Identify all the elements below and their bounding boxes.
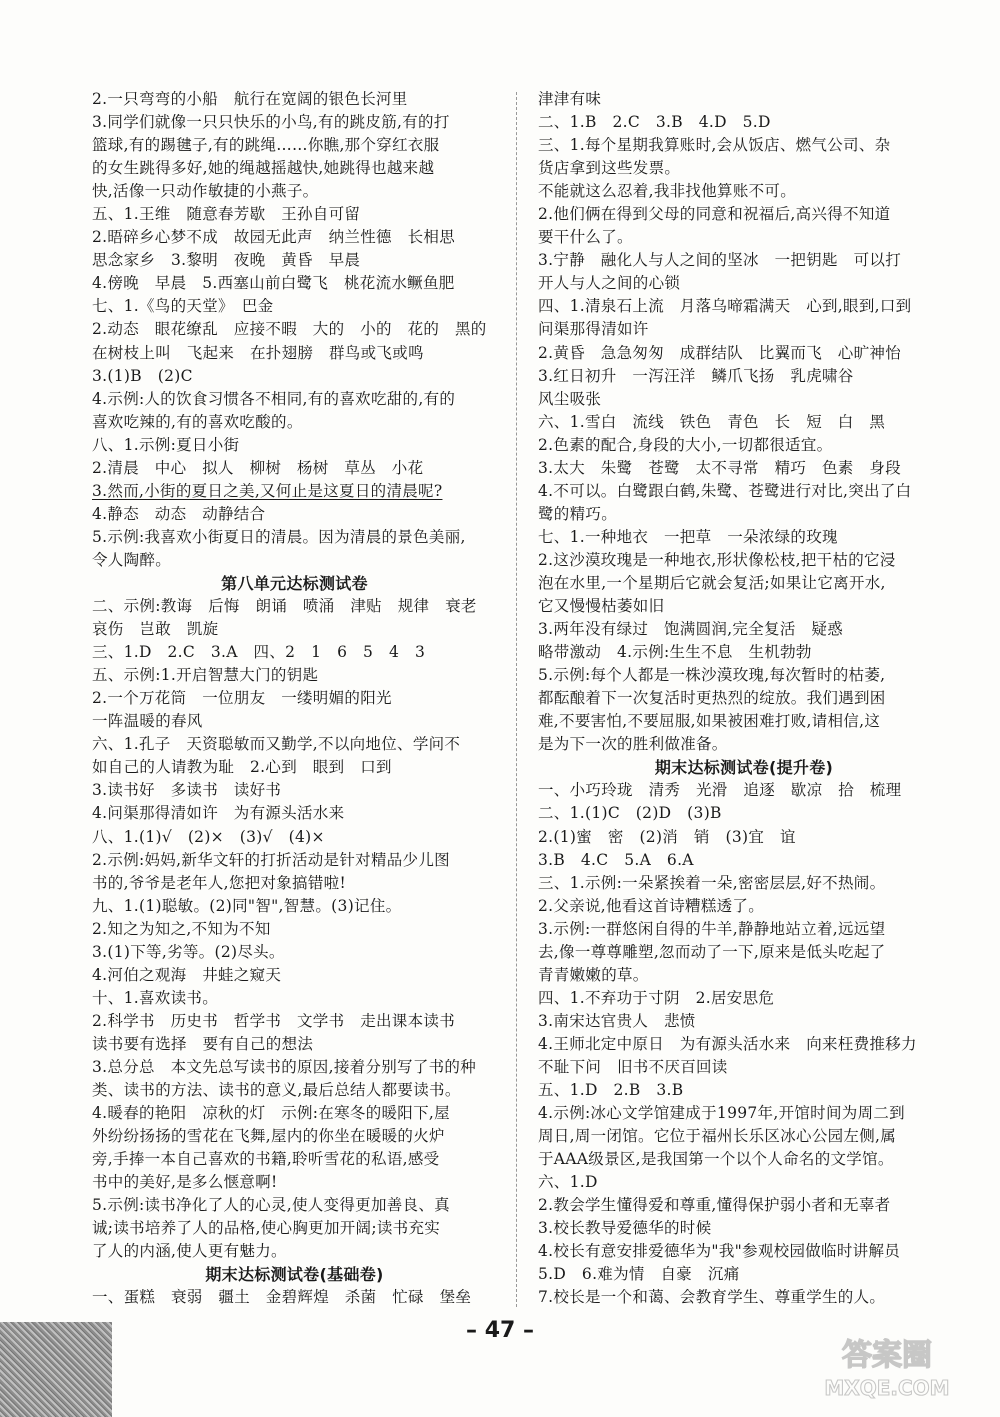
answer-line: 3.红日初升 一泻汪洋 鳞爪飞扬 乳虎啸谷: [538, 366, 854, 385]
answer-line: 它又慢慢枯萎如旧: [538, 597, 665, 616]
answer-line: 如自己的人请教为耻 2.心到 眼到 口到: [92, 758, 392, 777]
answer-line: 去,像一尊尊雕塑,忽而动了一下,原来是低头吃起了: [538, 942, 886, 961]
answer-line: 2.一个万花筒 一位朋友 一缕明媚的阳光: [92, 689, 392, 708]
left-column: [92, 88, 497, 1309]
answer-line: 5.示例:读书净化了人的心灵,使人变得更加善良、真: [92, 1196, 450, 1215]
answer-line: 2.父亲说,他看这首诗糟糕透了。: [538, 896, 765, 915]
section-heading: 期末达标测试卷(提升卷): [654, 758, 834, 778]
answer-line: 三、1.示例:一朵紧挨着一朵,密密层层,好不热闹。: [538, 873, 886, 892]
answer-line: 周日,周一闭馆。它位于福州长乐区冰心公园左侧,属: [538, 1127, 897, 1146]
answer-line: 2.晤碎乡心梦不成 故园无此声 纳兰性德 长相思: [92, 228, 455, 247]
answer-line: 4.问渠那得清如许 为有源头活水来: [92, 804, 345, 823]
answer-line: 四、1.清泉石上流 月落乌啼霜满天 心到,眼到,口到: [538, 297, 912, 316]
answer-line: 略带激动 4.示例:生生不息 生机勃勃: [538, 643, 812, 662]
scan-artifact: [0, 1322, 112, 1417]
answer-line: 4.傍晚 早晨 5.西塞山前白鹭飞 桃花流水鳜鱼肥: [92, 274, 455, 293]
answer-line: 要干什么了。: [538, 228, 633, 247]
answer-line: 二、1.B 2.C 3.B 4.D 5.D: [538, 113, 771, 132]
watermark-logo: [792, 1325, 982, 1403]
answer-line: 2.教会学生懂得爱和尊重,懂得保护弱小者和无辜者: [538, 1196, 891, 1215]
answer-line: 九、1.(1)聪敏。(2)同"智",智慧。(3)记住。: [92, 896, 402, 915]
answer-line: 2.科学书 历史书 哲学书 文学书 走出课本读书: [92, 1011, 455, 1030]
answer-line: 哀伤 岂敢 凯旋: [92, 620, 219, 639]
answer-line: 一、蛋糕 衰弱 疆土 金碧辉煌 杀菌 忙碌 堡垒: [92, 1288, 472, 1307]
answer-line: 5.D 6.难为情 自豪 沉痛: [538, 1265, 740, 1284]
answer-line: 不能就这么忍着,我非找他算账不可。: [538, 182, 797, 201]
answer-line: 7.校长是一个和蔼、会教育学生、尊重学生的人。: [538, 1288, 886, 1307]
section-heading: 第八单元达标测试卷: [221, 573, 368, 593]
answer-line: 3.同学们就像一只只快乐的小鸟,有的跳皮筋,有的打: [92, 113, 450, 132]
answer-line: 青青嫩嫩的草。: [538, 965, 649, 984]
answer-line: 2.黄昏 急急匆匆 成群结队 比翼而飞 心旷神怡: [538, 343, 901, 362]
answer-line: 津津有味: [538, 90, 602, 108]
answer-line: 一阵温暖的春风: [92, 712, 203, 731]
answer-line: 3.两年没有绿过 饱满圆润,完全复活 疑惑: [538, 620, 844, 639]
answer-line: 五、1.王维 随意春芳歇 王孙自可留: [92, 205, 361, 224]
answer-line: 六、1.雪白 流线 铁色 青色 长 短 白 黑: [538, 412, 886, 431]
answer-line: 类、读书的方法、读书的意义,最后总结人都要读书。: [92, 1081, 461, 1100]
answer-line: 旁,手捧一本自己喜欢的书籍,聆听雪花的私语,感受: [92, 1150, 440, 1169]
answer-line: 篮球,有的踢毽子,有的跳绳……你瞧,那个穿红衣服: [92, 136, 440, 155]
answer-line: 一、小巧玲珑 清秀 光滑 追逐 歇凉 拾 梳理: [538, 781, 902, 800]
answer-line: 八、1.示例:夏日小街: [92, 435, 240, 454]
answer-line: 诚;读书培养了人的品格,使心胸更加开阔;读书充实: [92, 1219, 441, 1238]
answer-line: 思念家乡 3.黎明 夜晚 黄昏 早晨: [92, 251, 361, 270]
answer-line: 5.示例:每个人都是一株沙漠玫瑰,每次暂时的枯萎,: [538, 666, 886, 685]
answer-line: 3.(1)下等,劣等。(2)尽头。: [92, 942, 285, 961]
answer-line: 十、1.喜欢读书。: [92, 988, 218, 1007]
answer-line: 泡在水里,一个星期后它就会复活;如果让它离开水,: [538, 573, 886, 592]
answer-line: 2.清晨 中心 拟人 柳树 杨树 草丛 小花: [92, 458, 424, 477]
answer-line: 4.不可以。白鹭跟白鹤,朱鹭、苍鹭进行对比,突出了白: [538, 481, 912, 500]
answer-line: 都酝酿着下一次复活时更热烈的绽放。我们遇到困: [538, 689, 886, 708]
answer-line: 书中的美好,是多么惬意啊!: [92, 1173, 278, 1192]
answer-line: 二、1.(1)C (2)D (3)B: [538, 804, 722, 823]
answer-line: 4.校长有意安排爱德华为"我"参观校园做临时讲解员: [538, 1242, 901, 1261]
answer-line: 风尘吸张: [538, 389, 602, 408]
underlined-answer: 3.然而,小街的夏日之美,又何止是这夏日的清晨呢?: [92, 481, 443, 500]
answer-line: 3.B 4.C 5.A 6.A: [538, 850, 694, 869]
right-column: [538, 88, 950, 1309]
answer-line: 五、1.D 2.B 3.B: [538, 1081, 684, 1100]
answer-line: 七、1.《鸟的天堂》 巴金: [92, 297, 274, 316]
answer-line: 八、1.(1)√ (2)× (3)√ (4)×: [92, 827, 325, 846]
answer-line: 在树枝上叫 飞起来 在扑翅膀 群鸟或飞或鸣: [92, 343, 424, 362]
answer-line: 4.示例:冰心文学馆建成于1997年,开馆时间为周二到: [538, 1104, 905, 1123]
answer-line: 喜欢吃辣的,有的喜欢吃酸的。: [92, 412, 303, 431]
answer-line: 4.暖春的艳阳 凉秋的灯 示例:在寒冬的暖阳下,屋: [92, 1104, 450, 1123]
answer-line: 货店拿到这些发票。: [538, 159, 681, 178]
answer-line: 的女生跳得多好,她的绳越摇越快,她跳得也越来越: [92, 159, 435, 178]
answer-line: 3.宁静 融化人与人之间的坚冰 一把钥匙 可以打: [538, 251, 901, 270]
answer-line: [92, 480, 497, 503]
answer-line: 2.一只弯弯的小船 航行在宽阔的银色长河里: [92, 90, 408, 108]
answer-line: 了人的内涵,使人更有魅力。: [92, 1242, 287, 1261]
answer-line: 4.示例:人的饮食习惯各不相同,有的喜欢吃甜的,有的: [92, 389, 456, 408]
answer-line: 2.(1)蜜 密 (2)消 销 (3)宜 谊: [538, 827, 796, 846]
answer-line: 4.河伯之观海 井蛙之窥天: [92, 965, 282, 984]
answer-line: 开人与人之间的心锁: [538, 274, 681, 293]
answer-line: 3.南宋达官贵人 悲愤: [538, 1011, 696, 1030]
answer-line: 2.示例:妈妈,新华文轩的打折活动是针对精品少儿图: [92, 850, 450, 869]
answer-line: 读书要有选择 要有自己的想法: [92, 1034, 314, 1053]
answer-line: 3.示例:一群悠闲自得的牛羊,静静地站立着,远远望: [538, 919, 886, 938]
answer-line: 2.这沙漠玫瑰是一种地衣,形状像松枝,把干枯的它浸: [538, 550, 896, 569]
answer-line: 七、1.一种地衣 一把草 一朵浓绿的玫瑰: [538, 527, 838, 546]
answer-line: 三、1.D 2.C 3.A 四、2 1 6 5 4 3: [92, 643, 426, 662]
watermark-url: MXQE.COM: [824, 1376, 950, 1400]
answer-line: 书的,爷爷是老年人,您把对象搞错啦!: [92, 873, 346, 892]
answer-line: 3.总分总 本文先总写读书的原因,接着分别写了书的种: [92, 1057, 477, 1076]
page-number: – 47 –: [466, 1318, 534, 1343]
column-divider: [516, 92, 517, 1307]
answer-line: 鹭的精巧。: [538, 504, 618, 523]
answer-line: 六、1.孔子 天资聪敏而又勤学,不以向地位、学问不: [92, 735, 461, 754]
answer-line: 令人陶醉。: [92, 550, 172, 569]
answer-line: 2.动态 眼花缭乱 应接不暇 大的 小的 花的 黑的: [92, 320, 487, 339]
answer-line: 4.王师北定中原日 为有源头活水来 向来枉费推移力: [538, 1034, 917, 1053]
answer-line: 3.校长教导爱德华的时候: [538, 1219, 712, 1238]
answer-line: 3.读书好 多读书 读好书: [92, 781, 282, 800]
answer-line: 2.色素的配合,身段的大小,一切都很适宜。: [538, 435, 833, 454]
watermark-cn: 答案圈: [842, 1338, 932, 1373]
answer-line: 2.他们俩在得到父母的同意和祝福后,高兴得不知道: [538, 205, 891, 224]
answer-line: 三、1.每个星期我算账时,会从饭店、燃气公司、杂: [538, 136, 891, 155]
answer-line: 五、示例:1.开启智慧大门的钥匙: [92, 666, 319, 685]
answer-line: 4.静态 动态 动静结合: [92, 504, 266, 523]
answer-line: 外纷纷扬扬的雪花在飞舞,屋内的你坐在暖暖的火炉: [92, 1127, 445, 1146]
answer-line: 不耻下问 旧书不厌百回读: [538, 1057, 728, 1076]
answer-line: 3.(1)B (2)C: [92, 366, 193, 385]
answer-line: 2.知之为知之,不知为不知: [92, 919, 271, 938]
answer-line: 六、1.D: [538, 1173, 598, 1192]
answer-line: 3.太大 朱鹭 苍鹭 太不寻常 精巧 色素 身段: [538, 458, 901, 477]
section-heading: 期末达标测试卷(基础卷): [205, 1265, 384, 1285]
answer-line: 是为下一次的胜利做准备。: [538, 735, 728, 754]
answer-line: 四、1.不弃功于寸阴 2.居安思危: [538, 988, 775, 1007]
answer-line: 难,不要害怕,不要屈服,如果被困难打败,请相信,这: [538, 712, 881, 731]
answer-line: 5.示例:我喜欢小街夏日的清晨。因为清晨的景色美丽,: [92, 527, 466, 546]
answer-line: 二、示例:教诲 后悔 朗诵 喷涌 津贴 规律 衰老: [92, 597, 477, 616]
answer-line: 问渠那得清如许: [538, 320, 649, 339]
answer-line: 快,活像一只动作敏捷的小燕子。: [92, 182, 319, 201]
answer-line: 于AAA级景区,是我国第一个以个人命名的文学馆。: [538, 1150, 894, 1169]
